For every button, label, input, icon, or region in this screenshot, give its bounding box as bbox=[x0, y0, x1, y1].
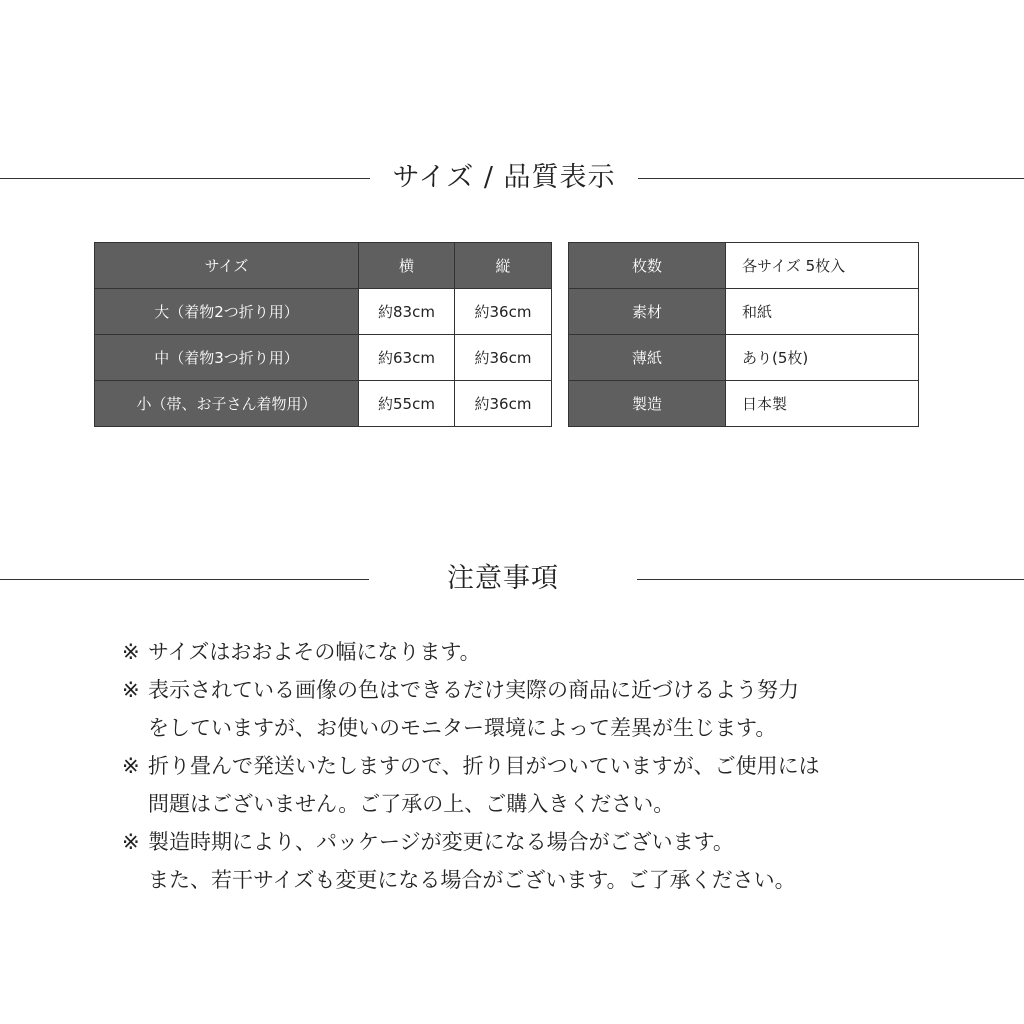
notes-heading bbox=[0, 559, 1024, 599]
width-value-cell: 約83cm bbox=[359, 289, 455, 335]
note-text bbox=[148, 823, 796, 899]
note-text bbox=[148, 671, 799, 747]
note-line: 問題はございません。ご了承の上、ご購入きください。 bbox=[148, 792, 675, 816]
table-row bbox=[569, 289, 919, 335]
heading-rule-right bbox=[638, 178, 1024, 179]
width-value-cell: 約63cm bbox=[359, 335, 455, 381]
list-item bbox=[122, 823, 922, 899]
notes-title: 注意事項 bbox=[447, 563, 559, 594]
size-table-header-row bbox=[95, 243, 552, 289]
quality-label-cell: 薄紙 bbox=[569, 335, 726, 381]
note-line: また、若干サイズも変更になる場合がございます。ご了承ください。 bbox=[148, 868, 796, 892]
table-row bbox=[569, 243, 919, 289]
quality-label-cell: 素材 bbox=[569, 289, 726, 335]
height-header-cell: 縦 bbox=[455, 243, 552, 289]
note-mark: ※ bbox=[122, 640, 140, 664]
quality-value-cell: あり(5枚) bbox=[726, 335, 919, 381]
table-row bbox=[569, 335, 919, 381]
note-mark: ※ bbox=[122, 754, 140, 778]
note-line: サイズはおおよその幅になります。 bbox=[148, 640, 481, 664]
note-text bbox=[148, 633, 481, 671]
list-item bbox=[122, 747, 922, 823]
size-quality-heading bbox=[0, 158, 1024, 198]
quality-label-cell: 製造 bbox=[569, 381, 726, 427]
note-mark: ※ bbox=[122, 830, 140, 854]
width-value-cell: 約55cm bbox=[359, 381, 455, 427]
list-item bbox=[122, 671, 922, 747]
note-text bbox=[148, 747, 820, 823]
table-row bbox=[95, 381, 552, 427]
heading-rule-left bbox=[0, 178, 370, 179]
quality-table bbox=[568, 242, 919, 427]
note-line: 製造時期により、パッケージが変更になる場合がございます。 bbox=[148, 830, 734, 854]
heading-rule-left bbox=[0, 579, 369, 580]
note-line: 表示されている画像の色はできるだけ実際の商品に近づけるよう努力 bbox=[148, 678, 799, 702]
quality-label-cell: 枚数 bbox=[569, 243, 726, 289]
height-value-cell: 約36cm bbox=[455, 335, 552, 381]
heading-rule-right bbox=[637, 579, 1024, 580]
height-value-cell: 約36cm bbox=[455, 289, 552, 335]
size-table bbox=[94, 242, 552, 427]
width-header-cell: 横 bbox=[359, 243, 455, 289]
note-line: をしていますが、お使いのモニター環境によって差異が生じます。 bbox=[148, 716, 777, 740]
size-header-cell: サイズ bbox=[95, 243, 359, 289]
notes-list bbox=[122, 633, 922, 899]
table-row bbox=[569, 381, 919, 427]
list-item bbox=[122, 633, 922, 671]
size-label-cell: 中（着物3つ折り用） bbox=[95, 335, 359, 381]
height-value-cell: 約36cm bbox=[455, 381, 552, 427]
size-quality-title: サイズ / 品質表示 bbox=[392, 162, 616, 193]
quality-value-cell: 日本製 bbox=[726, 381, 919, 427]
size-label-cell: 小（帯、お子さん着物用） bbox=[95, 381, 359, 427]
note-line: 折り畳んで発送いたしますので、折り目がついていますが、ご使用には bbox=[148, 754, 820, 778]
table-row bbox=[95, 289, 552, 335]
quality-value-cell: 和紙 bbox=[726, 289, 919, 335]
table-row bbox=[95, 335, 552, 381]
size-label-cell: 大（着物2つ折り用） bbox=[95, 289, 359, 335]
quality-value-cell: 各サイズ 5枚入 bbox=[726, 243, 919, 289]
note-mark: ※ bbox=[122, 678, 140, 702]
